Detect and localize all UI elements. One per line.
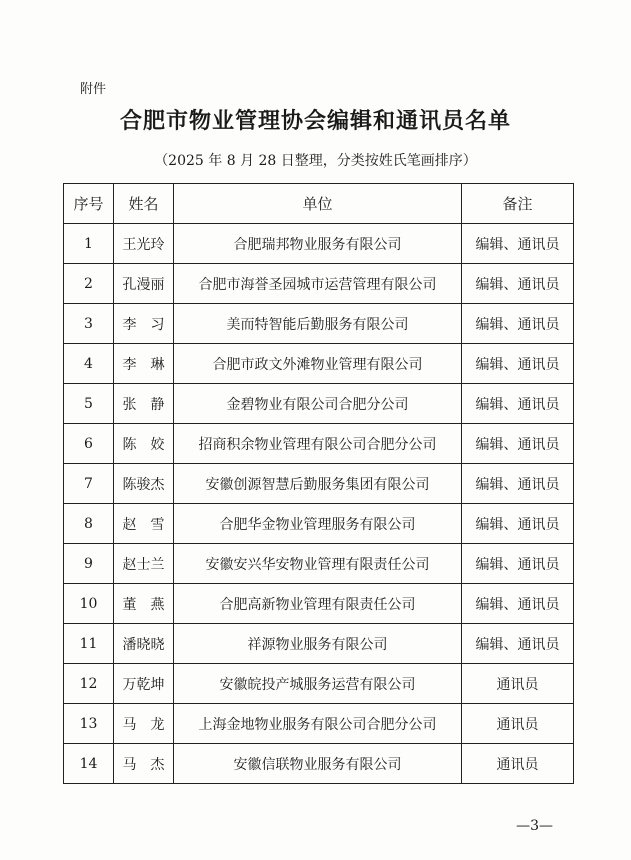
cell-name: 马 龙 — [114, 704, 174, 744]
table-header-row — [64, 184, 574, 224]
cell-number: 5 — [64, 384, 114, 424]
cell-number: 3 — [64, 304, 114, 344]
table-row — [64, 744, 574, 784]
cell-number: 11 — [64, 624, 114, 664]
cell-name: 陈 姣 — [114, 424, 174, 464]
roster-table — [63, 183, 574, 784]
cell-unit: 上海金地物业服务有限公司合肥分公司 — [174, 704, 462, 744]
cell-note: 编辑、通讯员 — [462, 344, 574, 384]
cell-name: 李 琳 — [114, 344, 174, 384]
cell-name: 马 杰 — [114, 744, 174, 784]
cell-number: 13 — [64, 704, 114, 744]
cell-note: 编辑、通讯员 — [462, 264, 574, 304]
cell-name: 董 燕 — [114, 584, 174, 624]
cell-note: 编辑、通讯员 — [462, 304, 574, 344]
cell-number: 10 — [64, 584, 114, 624]
cell-note: 编辑、通讯员 — [462, 384, 574, 424]
cell-note: 编辑、通讯员 — [462, 584, 574, 624]
cell-number: 1 — [64, 224, 114, 264]
header-name: 姓名 — [114, 184, 174, 224]
table-row — [64, 344, 574, 384]
cell-name: 李 习 — [114, 304, 174, 344]
cell-number: 12 — [64, 664, 114, 704]
cell-unit: 安徽信联物业服务有限公司 — [174, 744, 462, 784]
cell-unit: 美而特智能后勤服务有限公司 — [174, 304, 462, 344]
table-row — [64, 664, 574, 704]
cell-unit: 合肥华金物业管理服务有限公司 — [174, 504, 462, 544]
header-number: 序号 — [64, 184, 114, 224]
cell-number: 4 — [64, 344, 114, 384]
table-row — [64, 384, 574, 424]
cell-note: 编辑、通讯员 — [462, 624, 574, 664]
cell-unit: 安徽安兴华安物业管理有限责任公司 — [174, 544, 462, 584]
cell-unit: 安徽创源智慧后勤服务集团有限公司 — [174, 464, 462, 504]
cell-unit: 合肥市政文外滩物业管理有限公司 — [174, 344, 462, 384]
table-row — [64, 584, 574, 624]
table-row — [64, 544, 574, 584]
cell-name: 张 静 — [114, 384, 174, 424]
cell-unit: 安徽皖投产城服务运营有限公司 — [174, 664, 462, 704]
table-row — [64, 504, 574, 544]
header-note: 备注 — [462, 184, 574, 224]
cell-note: 通讯员 — [462, 664, 574, 704]
cell-note: 编辑、通讯员 — [462, 504, 574, 544]
cell-name: 潘晓晓 — [114, 624, 174, 664]
cell-number: 2 — [64, 264, 114, 304]
cell-note: 通讯员 — [462, 704, 574, 744]
document-subtitle: （2025 年 8 月 28 日整理，分类按姓氏笔画排序） — [154, 153, 477, 169]
table-row — [64, 424, 574, 464]
cell-name: 孔漫丽 — [114, 264, 174, 304]
table-row — [64, 304, 574, 344]
cell-name: 赵 雪 — [114, 504, 174, 544]
cell-unit: 金碧物业有限公司合肥分公司 — [174, 384, 462, 424]
cell-unit: 合肥瑞邦物业服务有限公司 — [174, 224, 462, 264]
header-unit: 单位 — [174, 184, 462, 224]
cell-number: 6 — [64, 424, 114, 464]
table-row — [64, 264, 574, 304]
cell-name: 王光玲 — [114, 224, 174, 264]
table-row — [64, 464, 574, 504]
table-row — [64, 224, 574, 264]
cell-unit: 合肥市海誉圣园城市运营管理有限公司 — [174, 264, 462, 304]
cell-unit: 合肥高新物业管理有限责任公司 — [174, 584, 462, 624]
table-row — [64, 624, 574, 664]
cell-note: 通讯员 — [462, 744, 574, 784]
cell-unit: 招商积余物业管理有限公司合肥分公司 — [174, 424, 462, 464]
cell-name: 赵士兰 — [114, 544, 174, 584]
cell-number: 8 — [64, 504, 114, 544]
cell-unit: 祥源物业服务有限公司 — [174, 624, 462, 664]
cell-name: 万乾坤 — [114, 664, 174, 704]
cell-note: 编辑、通讯员 — [462, 424, 574, 464]
cell-name: 陈骏杰 — [114, 464, 174, 504]
cell-number: 14 — [64, 744, 114, 784]
document-title: 合肥市物业管理协会编辑和通讯员名单 — [119, 109, 511, 134]
attachment-label: 附件 — [80, 82, 107, 97]
cell-note: 编辑、通讯员 — [462, 544, 574, 584]
page-number: —3— — [516, 818, 553, 834]
cell-note: 编辑、通讯员 — [462, 464, 574, 504]
cell-number: 9 — [64, 544, 114, 584]
table-row — [64, 704, 574, 744]
cell-number: 7 — [64, 464, 114, 504]
cell-note: 编辑、通讯员 — [462, 224, 574, 264]
